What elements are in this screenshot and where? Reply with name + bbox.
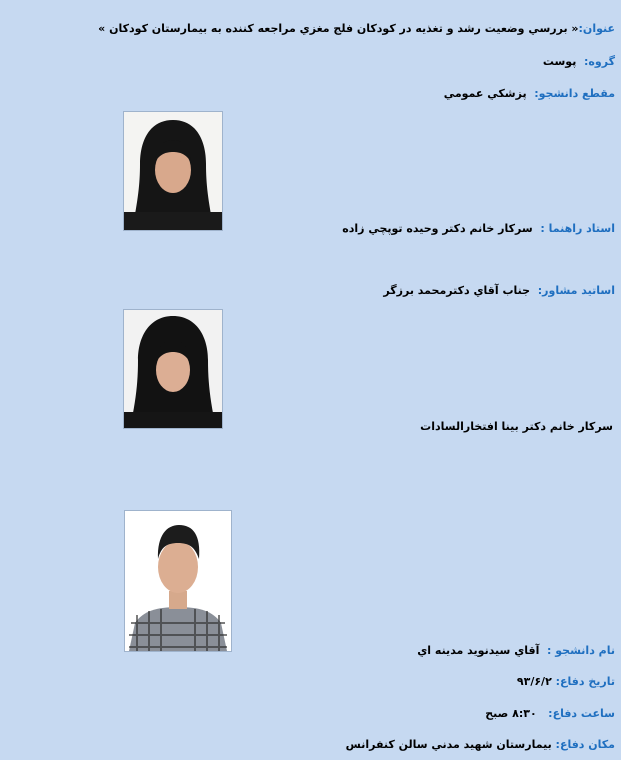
group-value: پوست [542, 55, 577, 68]
title-label: عنوان: [578, 22, 615, 35]
defense-date-row [517, 675, 615, 689]
advisor-1-value: جناب آقاي دكترمحمد برزگر [383, 284, 531, 297]
advisor-2-value: سركار خانم دكتر بينا افتخارالسادات [420, 420, 613, 433]
defense-date-label: تاريخ دفاع: [555, 675, 615, 688]
supervisor-row [342, 222, 615, 236]
defense-place-value: بيمارستان شهيد مدني سالن كنفرانس [345, 738, 552, 751]
group-label: گروه: [584, 55, 615, 68]
student-row [417, 644, 615, 658]
title-row [98, 22, 615, 36]
supervisor-value: سركار خانم دكتر وحيده توپچي زاده [342, 222, 533, 235]
advisors-row [383, 284, 615, 298]
advisors-label: اساتيد مشاور: [537, 284, 615, 297]
advisor-2-row [420, 420, 613, 434]
degree-label: مقطع دانشجو: [534, 87, 615, 100]
student-photo [124, 510, 232, 652]
supervisor-photo [123, 111, 223, 231]
degree-value: پزشكي عمومي [443, 87, 527, 100]
defense-date-value: ۹۳/۶/۲ [516, 675, 552, 688]
defense-place-row [346, 738, 615, 752]
group-row [543, 55, 615, 69]
defense-time-value: ۸:۳۰ صبح [485, 707, 537, 720]
title-value: « بررسي وضعيت رشد و تغذيه در كودكان فلج مغزي مراجعه كننده به بيمارستان كودكان » [98, 22, 579, 35]
supervisor-label: استاد راهنما : [540, 222, 615, 235]
degree-row [444, 87, 615, 101]
student-value: آقاي سيدنويد مدينه اي [417, 644, 540, 657]
defense-place-label: مكان دفاع: [555, 738, 615, 751]
student-label: نام دانشجو : [547, 644, 615, 657]
advisor-photo [123, 309, 223, 429]
defense-time-row [485, 707, 615, 721]
defense-time-label: ساعت دفاع: [548, 707, 615, 720]
